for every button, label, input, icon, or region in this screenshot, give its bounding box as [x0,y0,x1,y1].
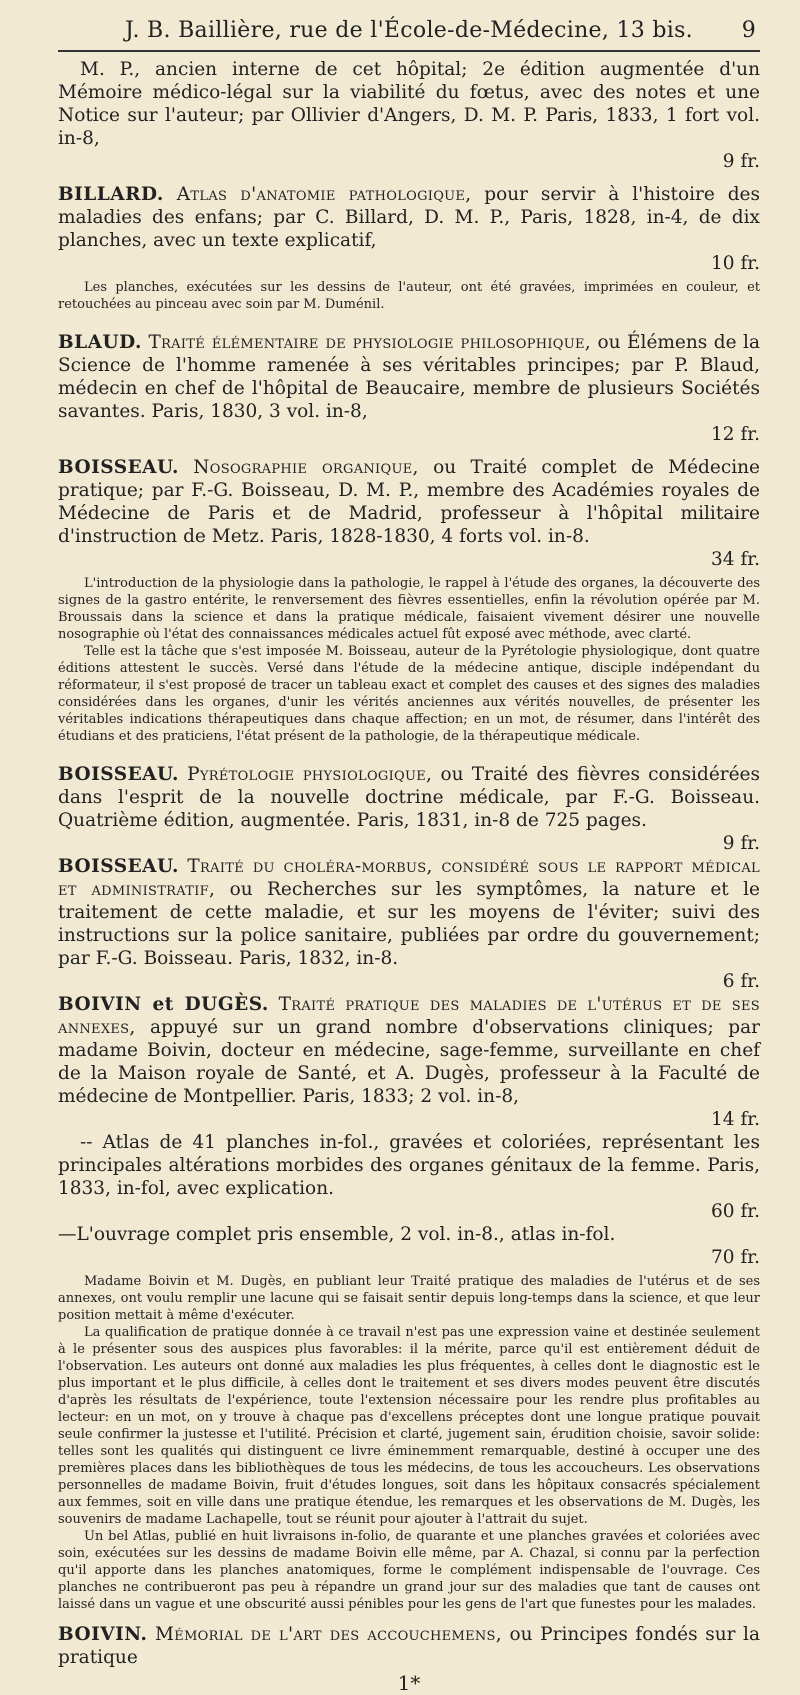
entry-note: La qualification de pratique donnée à ce travail n'est pas une expression vaine et destinée seulement à le présenter sous des auspices plus favorables: il la mérite, parce qu'il est entièrement déduit de l'observation. Les auteurs ont donné aux maladies les plus fréquentes, à celles dont le diagnostic est le plus important et le plus difficile, à celles dont le traitement et ses divers modes peuvent être discutés d'après les résultats de l'expérience, toute l'extension nécessaire pour les rendre plus profitables au lecteur: en un mot, on y trouve à chaque pas d'excellens préceptes dont une longue pratique pouvait seule confirmer la justesse et l'utilité. Précision et clarté, jugement sain, érudition choisie, savoir solide: telles sont les qualités qui distinguent ce livre éminemment remarquable, destiné à occuper une des premières places dans les bibliothèques de tous les médecins, de tous les accoucheurs. Les observations personnelles de madame Boivin, fruit d'études longues, soit dans les hôpitaux consacrés spécialement aux femmes, soit en ville dans une pratique étendue, les remarques et les observations de M. Dugès, les souvenirs de madame Lachapelle, tout se réunit pour ajouter à l'attrait du sujet. [58,1325,760,1527]
entry-author: BILLARD. [58,184,164,205]
entry-text: ou Traité complet de Médecine pratique; par F.-G. Boisseau, D. M. P., membre des Académies royales de Médecine de Paris et de Madrid, professeur à l'hôpital militaire d'instruction de Metz. Paris, 1828-1830, 4 forts vol. in-8. [58,457,760,547]
entry-author: BOISSEAU. [58,457,179,478]
entry-billard [58,183,760,313]
entry-text: appuyé sur un grand nombre d'observations cliniques; par madame Boivin, docteur en médecine, sage-femme, surveillante en chef de la Maison royale de Santé, et A. Dugès, professeur à la Faculté de médecine de Montpellier. Paris, 1833; 2 vol. in-8, [58,1017,760,1107]
entry-boisseau-cholera [58,855,760,993]
entry-boivin-memorial [58,1623,760,1669]
entry-atlas: -- Atlas de 41 planches in-fol., gravées et coloriées, représentant les principales altérations morbides des organes génitaux de la femme. Paris, 1833, in-fol, avec explication. [58,1132,760,1199]
entry-note: Telle est la tâche que s'est imposée M. Boisseau, auteur de la Pyrétologie physiologique, dont quatre éditions attestent le succès. Versé dans l'étude de la médecine antique, disciple indépendant du réformateur, il s'est proposé de tracer un tableau exact et complet des causes et des signes des maladies considérées dans les organes, d'unir les vérités anciennes aux vérités nouvelles, de présenter les véritables indications thérapeutiques dans chaque affection; en un mot, de résumer, dans l'intérêt des étudians et des praticiens, l'état présent de la pathologie, de la thérapeutique médicale. [58,644,760,744]
entry-author: BLAUD. [58,332,142,353]
entry-title: Pyrétologie physiologique, [187,764,433,785]
entry-complete-price: 70 fr. [711,1247,760,1268]
entry-note: Un bel Atlas, publié en huit livraisons in-folio, de quarante et une planches gravées et coloriées avec soin, exécutées sur les dessins de madame Boivin elle même, par A. Chazal, si connu par la perfection qu'il apporte dans les planches anatomiques, forme le complément indispensable de l'ouvrage. Ces planches ne contribueront pas peu à répandre un grand jour sur des maladies que tant de causes ont laissé dans un vague et une obscurité aussi pénibles pour les gens de l'art que funestes pour les malades. [58,1529,760,1612]
entry-complete: —L'ouvrage complet pris ensemble, 2 vol. in-8., atlas in-fol. [58,1224,616,1245]
entry-price: 6 fr. [722,971,760,992]
running-head [58,16,760,46]
entry-price: 9 fr. [722,833,760,854]
entry-title: Mémorial de l'art des accouchemens, [155,1624,502,1645]
entry-text: ou Traité des fièvres considérées dans l'esprit de la nouvelle doctrine médicale, par F.-G. Boisseau. Quatrième édition, augmentée. Paris, 1831, in-8 de 725 pages. [58,764,761,831]
entry-author: BOISSEAU. [58,764,179,785]
entry-text: ou Élémens de la Science de l'homme ramenée à ses véritables principes; par P. Blaud, médecin en chef de l'hôpital de Beaucaire, membre de plusieurs Sociétés savantes. Paris, 1830, 3 vol. in-8, [58,332,760,422]
signature-mark: 1* [397,1671,421,1695]
header-rule [58,50,760,52]
entry-price: 34 fr. [711,549,760,570]
entry-boisseau-pyretologie [58,763,760,855]
entry-boivin-duges [58,993,760,1613]
page-number: 9 [741,18,756,43]
entry-blaud [58,331,760,446]
entry-price: 9 fr. [722,151,760,172]
entry-note: Les planches, exécutées sur les dessins de l'auteur, ont été gravées, imprimées en couleur, et retouchées au pinceau avec soin par M. Duménil. [58,280,760,312]
entry-price: 12 fr. [711,424,760,445]
entry-author: BOISSEAU. [58,856,179,877]
entry-title: Traité pratique des maladies de l'utérus et de ses annexes, [58,994,760,1038]
entry-title: Traité du choléra-morbus, considéré sous le rapport médical et administratif, [58,856,760,900]
entry-text: pour servir à l'histoire des maladies des enfans; par C. Billard, D. M. P., Paris, 1828, in-4, de dix planches, avec un texte explicatif, [58,184,760,251]
entry-author: BOIVIN. [58,1624,148,1645]
entry-text: ou Principes fondés sur la pratique [58,1624,760,1668]
entry-price: 14 fr. [711,1109,760,1130]
entry-note: L'introduction de la physiologie dans la pathologie, le rappel à l'étude des organes, la découverte des signes de la gastro entérite, le renversement des fièvres essentielles, enfin la révolution opérée par M. Broussais dans la science et dans la pratique médicale, faisaient vivement désirer une nouvelle nosographie où l'état des connaissances médicales actuel fût exposé avec méthode, avec clarté. [58,576,760,642]
entry-atlas-price: 60 fr. [711,1201,760,1222]
entry-author: BOIVIN et DUGÈS. [58,994,269,1015]
entry-text: M. P., ancien interne de cet hôpital; 2e édition augmentée d'un Mémoire médico-légal sur la viabilité du fœtus, avec des notes et une Notice sur l'auteur; par Ollivier d'Angers, D. M. P. Paris, 1833, 1 fort vol. in-8, [58,59,760,149]
entry-continuation [58,58,760,173]
entry-note: Madame Boivin et M. Dugès, en publiant leur Traité pratique des maladies de l'utérus et de ses annexes, ont voulu remplir une lacune qui se faisait sentir depuis long-temps dans la science, et que leur position mettait à même d'exécuter. [58,1274,760,1323]
entry-title: Nosographie organique, [193,457,419,478]
entry-text: ou Recherches sur les symptômes, la nature et le traitement de cette maladie, et sur les moyens de l'éviter; suivi des instructions sur la police sanitaire, publiées par ordre du gouvernement; par F.-G. Boisseau. Paris, 1832, in-8. [58,879,760,969]
entry-title: Traité élémentaire de physiologie philosophique, [148,332,591,353]
entry-price: 10 fr. [711,253,760,274]
running-head-text: J. B. Baillière, rue de l'École-de-Médecine, 13 bis. [125,18,693,43]
entry-title: Atlas d'anatomie pathologique, [176,184,472,205]
entry-boisseau-nosographie [58,456,760,745]
